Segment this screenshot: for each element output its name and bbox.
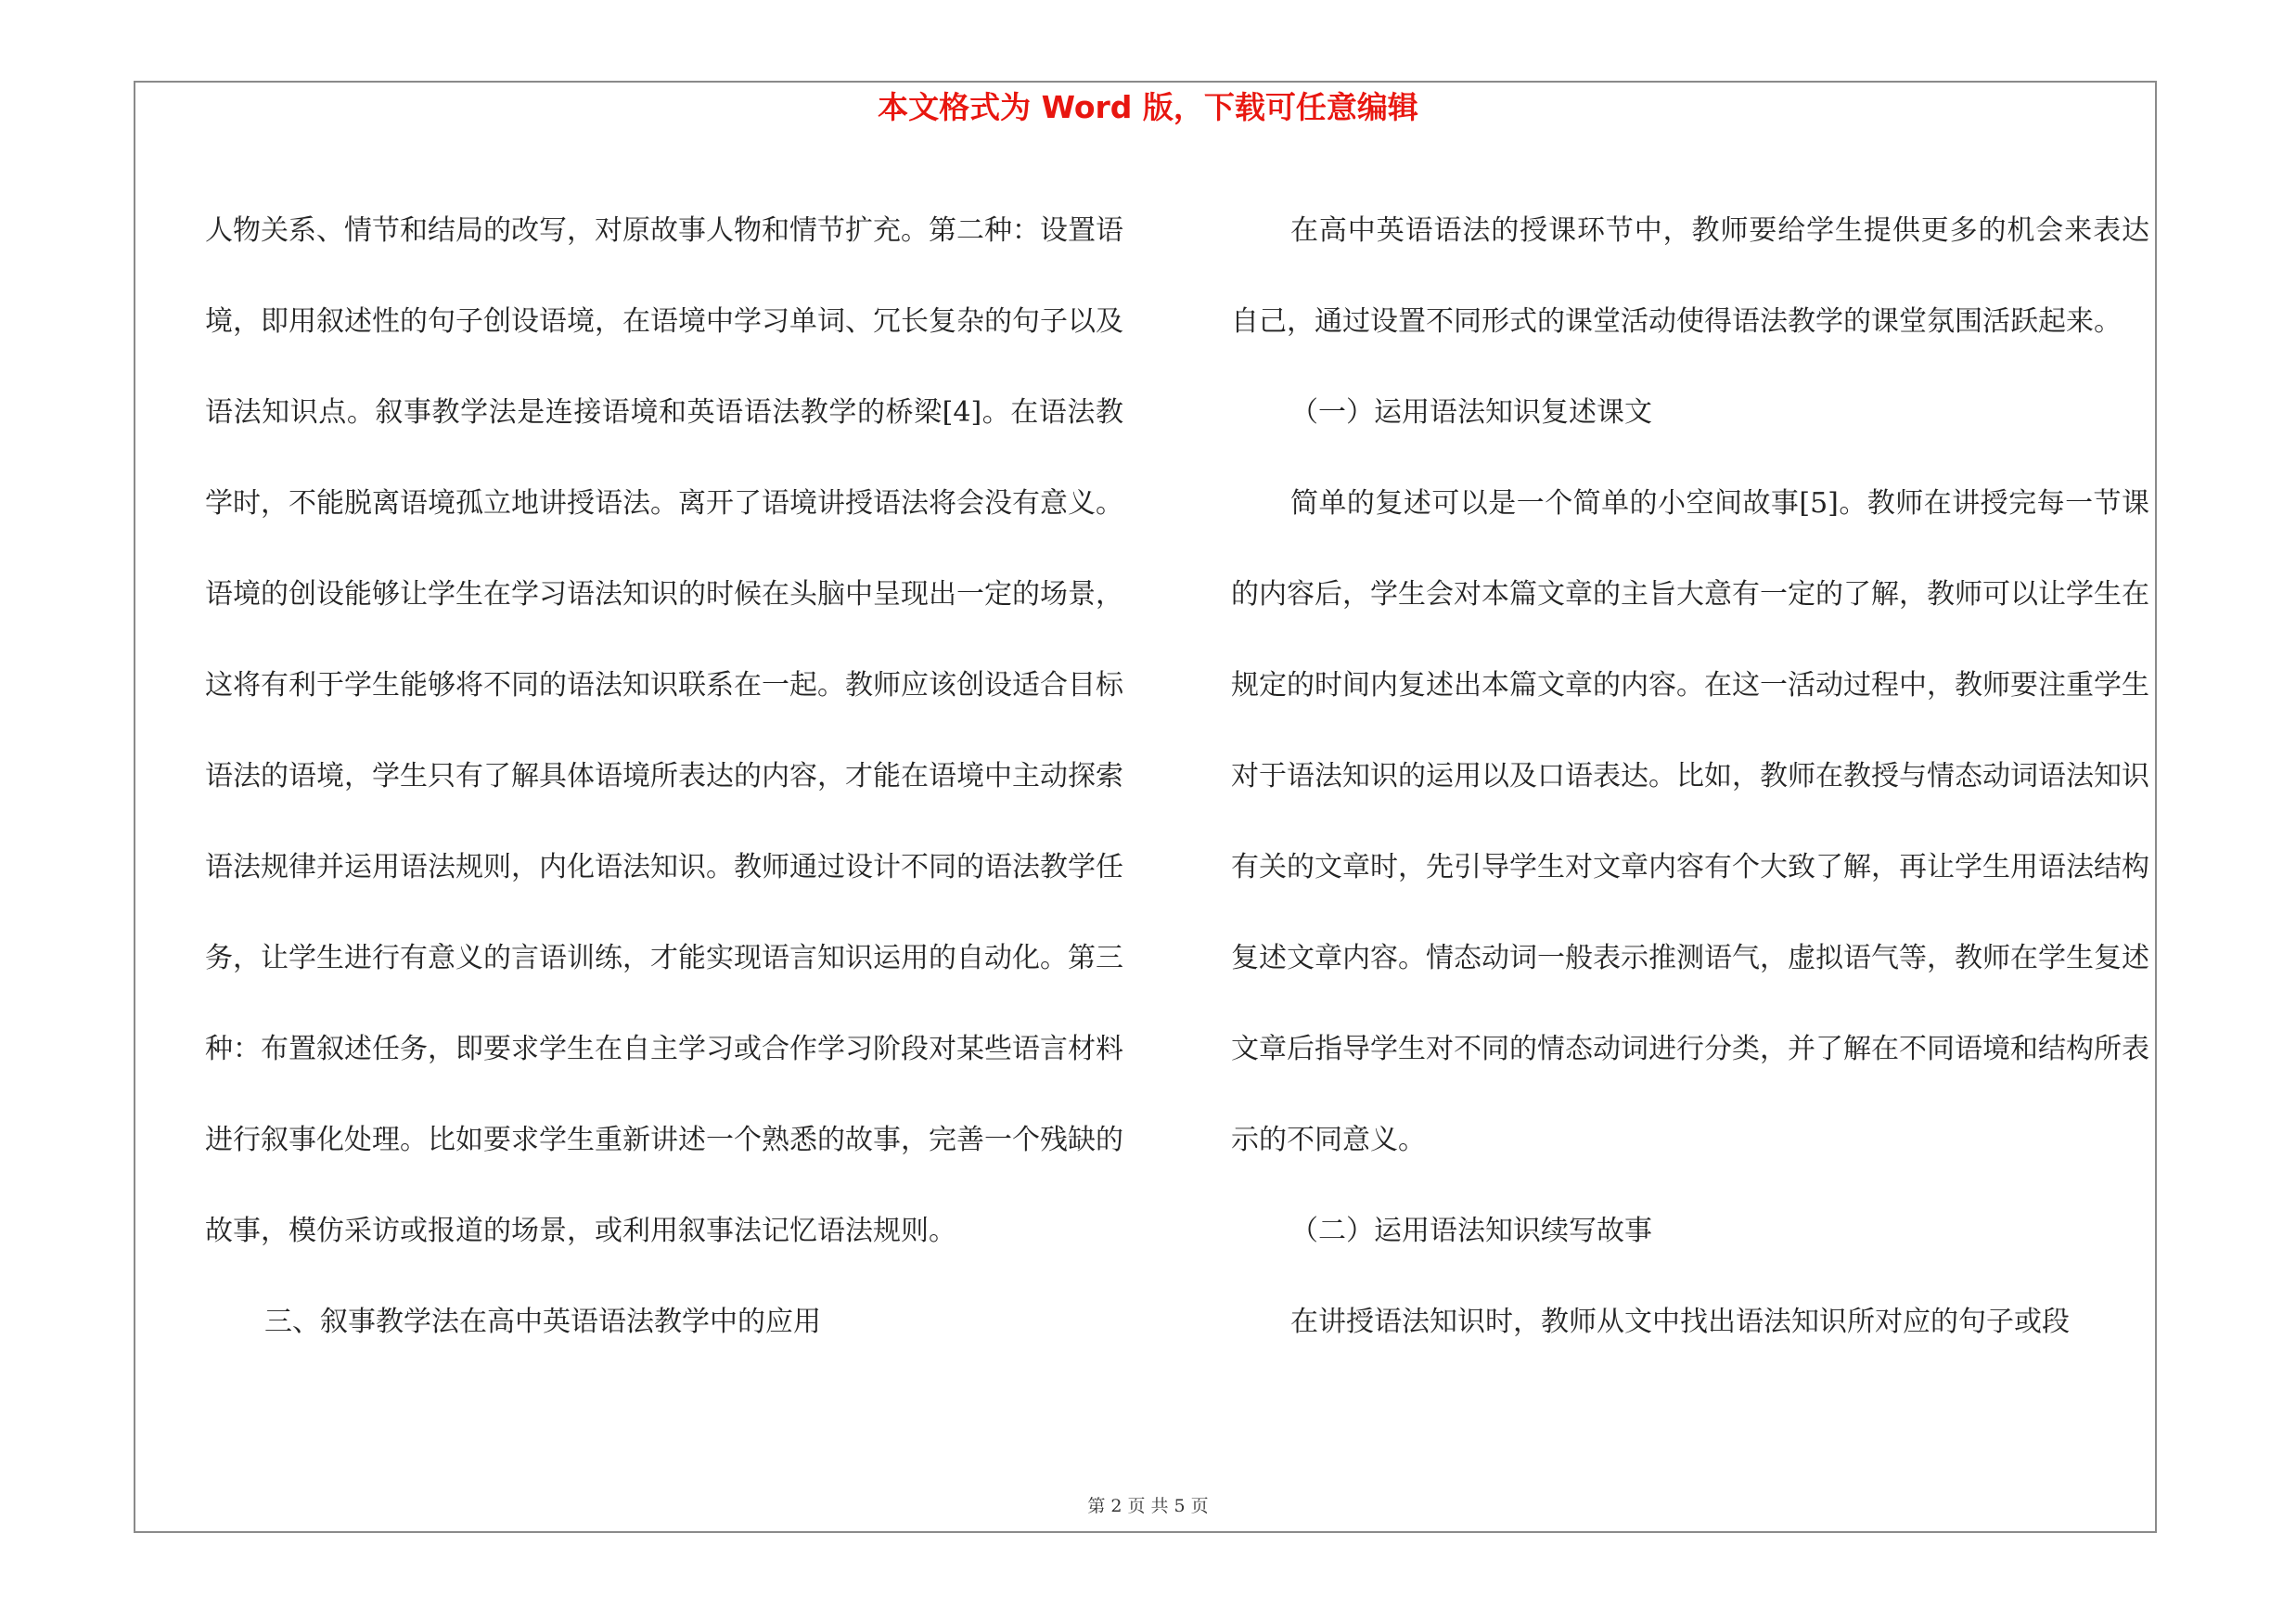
document-banner: 本文格式为 Word 版，下载可任意编辑 <box>878 89 1418 125</box>
paragraph-retelling: 简单的复述可以是一个简单的小空间故事[5]。教师在讲授完每一节课的内容后，学生会对本篇文章的主旨大意有一定的了解，教师可以让学生在规定的时间内复述出本篇文章的内容。在这一活动过程中，教师要注重学生对于语法知识的运用以及口语表达。比如，教师在教授与情态动词语法知识有关的文章时，先引导学生对文章内容有个大致了解，再让学生用语法结构复述文章内容。情态动词一般表示推测语气，虚拟语气等，教师在学生复述文章后指导学生对不同的情态动词进行分类，并了解在不同语境和结构所表示的不同意义。 <box>1231 487 2149 1156</box>
subsection-heading-two: （二）运用语法知识续写故事 <box>1290 1215 1652 1247</box>
page-number: 第 2 页 共 5 页 <box>1087 1496 1209 1516</box>
right-text-column <box>1231 186 2149 1368</box>
paragraph-continuation: 人物关系、情节和结局的改写，对原故事人物和情节扩充。第二种：设置语境，即用叙述性的句子创设语境，在语境中学习单词、冗长复杂的句子以及语法知识点。叙事教学法是连接语境和英语语法教学的桥梁[4]。在语法教学时，不能脱离语境孤立地讲授语法。离开了语境讲授语法将会没有意义。语境的创设能够让学生在学习语法知识的时候在头脑中呈现出一定的场景，这将有利于学生能够将不同的语法知识联系在一起。教师应该创设适合目标语法的语境，学生只有了解具体语境所表达的内容，才能在语境中主动探索语法规律并运用语法规则，内化语法知识。教师通过设计不同的语法教学任务，让学生进行有意义的言语训练，才能实现语言知识运用的自动化。第三种：布置叙述任务，即要求学生在自主学习或合作学习阶段对某些语言材料进行叙事化处理。比如要求学生重新讲述一个熟悉的故事，完善一个残缺的故事，模仿采访或报道的场景，或利用叙事法记忆语法规则。 <box>205 214 1123 1247</box>
subsection-heading-one: （一）运用语法知识复述课文 <box>1290 396 1652 429</box>
section-heading-three: 三、叙事教学法在高中英语语法教学中的应用 <box>264 1306 821 1338</box>
left-text-column <box>205 186 1123 1368</box>
paragraph-intro: 在高中英语语法的授课环节中，教师要给学生提供更多的机会来表达自己，通过设置不同形式的课堂活动使得语法教学的课堂氛围活跃起来。 <box>1231 214 2149 338</box>
paragraph-continue-story: 在讲授语法知识时，教师从文中找出语法知识所对应的句子或段 <box>1290 1306 2070 1338</box>
